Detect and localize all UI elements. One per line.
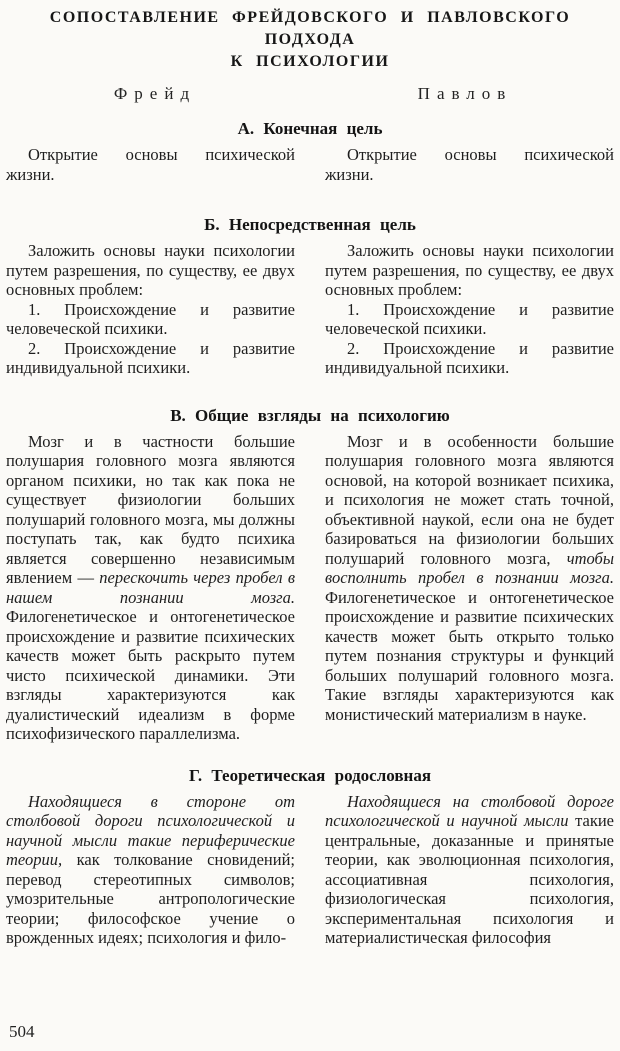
pavlov-column-general-views	[325, 432, 614, 744]
freud-column-general-views	[6, 432, 295, 744]
paragraph: Заложить основы науки психологии путем разрешения, по существу, ее двух основных проблем:	[325, 241, 614, 299]
column-headers	[0, 84, 620, 104]
paragraph: Мозг и в особенности большие полушария головного мозга являются основой, на которой возникает психика, и психология не может стать точной, объективной наукой, если она не будет базироваться на физиологии больших полушарий головного мозга, чтобы восполнить пробел в познании мозга. Филогенетическое и онтогенетическое происхождение и развитие психических качеств может быть открыто только путем познания структуры и функций больших полушарий головного мозга. Такие взгляды характеризуются как монистический материализм в науке.	[325, 431, 614, 724]
pavlov-column-final-goal	[325, 145, 614, 184]
pavlov-column-theoretical-genealogy	[325, 792, 614, 948]
column-header-freud: Фрейд	[113, 84, 197, 103]
section-heading-immediate-goal: Б. Непосредственная цель	[204, 215, 416, 234]
freud-column-theoretical-genealogy	[6, 792, 295, 948]
page-title	[0, 0, 620, 73]
pavlov-column-immediate-goal	[325, 241, 614, 378]
section-theoretical-genealogy-columns	[0, 792, 620, 948]
section-heading-theoretical-genealogy: Г. Теоретическая родословная	[188, 765, 432, 785]
section-general-views-columns	[0, 432, 620, 744]
page-title-line1: СОПОСТАВЛЕНИЕ ФРЕЙДОВСКОГО И ПАВЛОВСКОГО ПОДХОДА	[49, 9, 571, 48]
page-title-line2: К ПСИХОЛОГИИ	[230, 53, 390, 70]
paragraph: Находящиеся в стороне от столбовой дороги психологической и научной мысли такие периферические теории, как толкование сновидений; перевод стереотипных символов; умозрительные антропологические теории; философское учение о врожденных идеях; психология и фило-	[6, 791, 295, 947]
freud-column-final-goal	[6, 145, 295, 184]
paragraph: Находящиеся на столбовой дороге психологической и научной мысли такие центральные, доказанные и принятые теории, как эволюционная психология, ассоциативная психология, физиологическая психология, экспериментальная психология и материалистическая философия	[325, 791, 615, 947]
section-heading-general-views: В. Общие взгляды на психологию	[170, 405, 450, 425]
list-item: 2. Происхождение и развитие индивидуальной психики.	[325, 338, 614, 377]
section-heading-final-goal: А. Конечная цель	[237, 119, 383, 138]
paragraph: Заложить основы науки психологии путем разрешения, по существу, ее двух основных проблем:	[6, 241, 295, 299]
freud-column-immediate-goal	[6, 241, 295, 378]
list-item: 2. Происхождение и развитие индивидуальной психики.	[6, 338, 295, 377]
section-final-goal-columns	[0, 145, 620, 184]
paragraph: Мозг и в частности большие полушария головного мозга являются органом психики, но так как пока не существует физиологии больших полушарий головного мозга, мы должны поступать так, как будто психика является совершенно независимым явлением — перескочить через пробел в нашем познании мозга. Филогенетическое и онтогенетическое происхождение и развитие психических качеств может быть раскрыто путем чисто психической динамики. Эти взгляды характеризуются как дуалистический идеализм в форме психофизического параллелизма.	[6, 431, 295, 743]
paragraph: Открытие основы психической жизни.	[325, 145, 614, 184]
column-header-pavlov: Павлов	[417, 84, 513, 103]
page-number: 504	[9, 1022, 35, 1041]
paragraph: Открытие основы психической жизни.	[6, 145, 295, 184]
section-immediate-goal-columns	[0, 241, 620, 378]
list-item: 1. Происхождение и развитие человеческой психики.	[325, 299, 614, 338]
list-item: 1. Происхождение и развитие человеческой психики.	[6, 299, 295, 338]
